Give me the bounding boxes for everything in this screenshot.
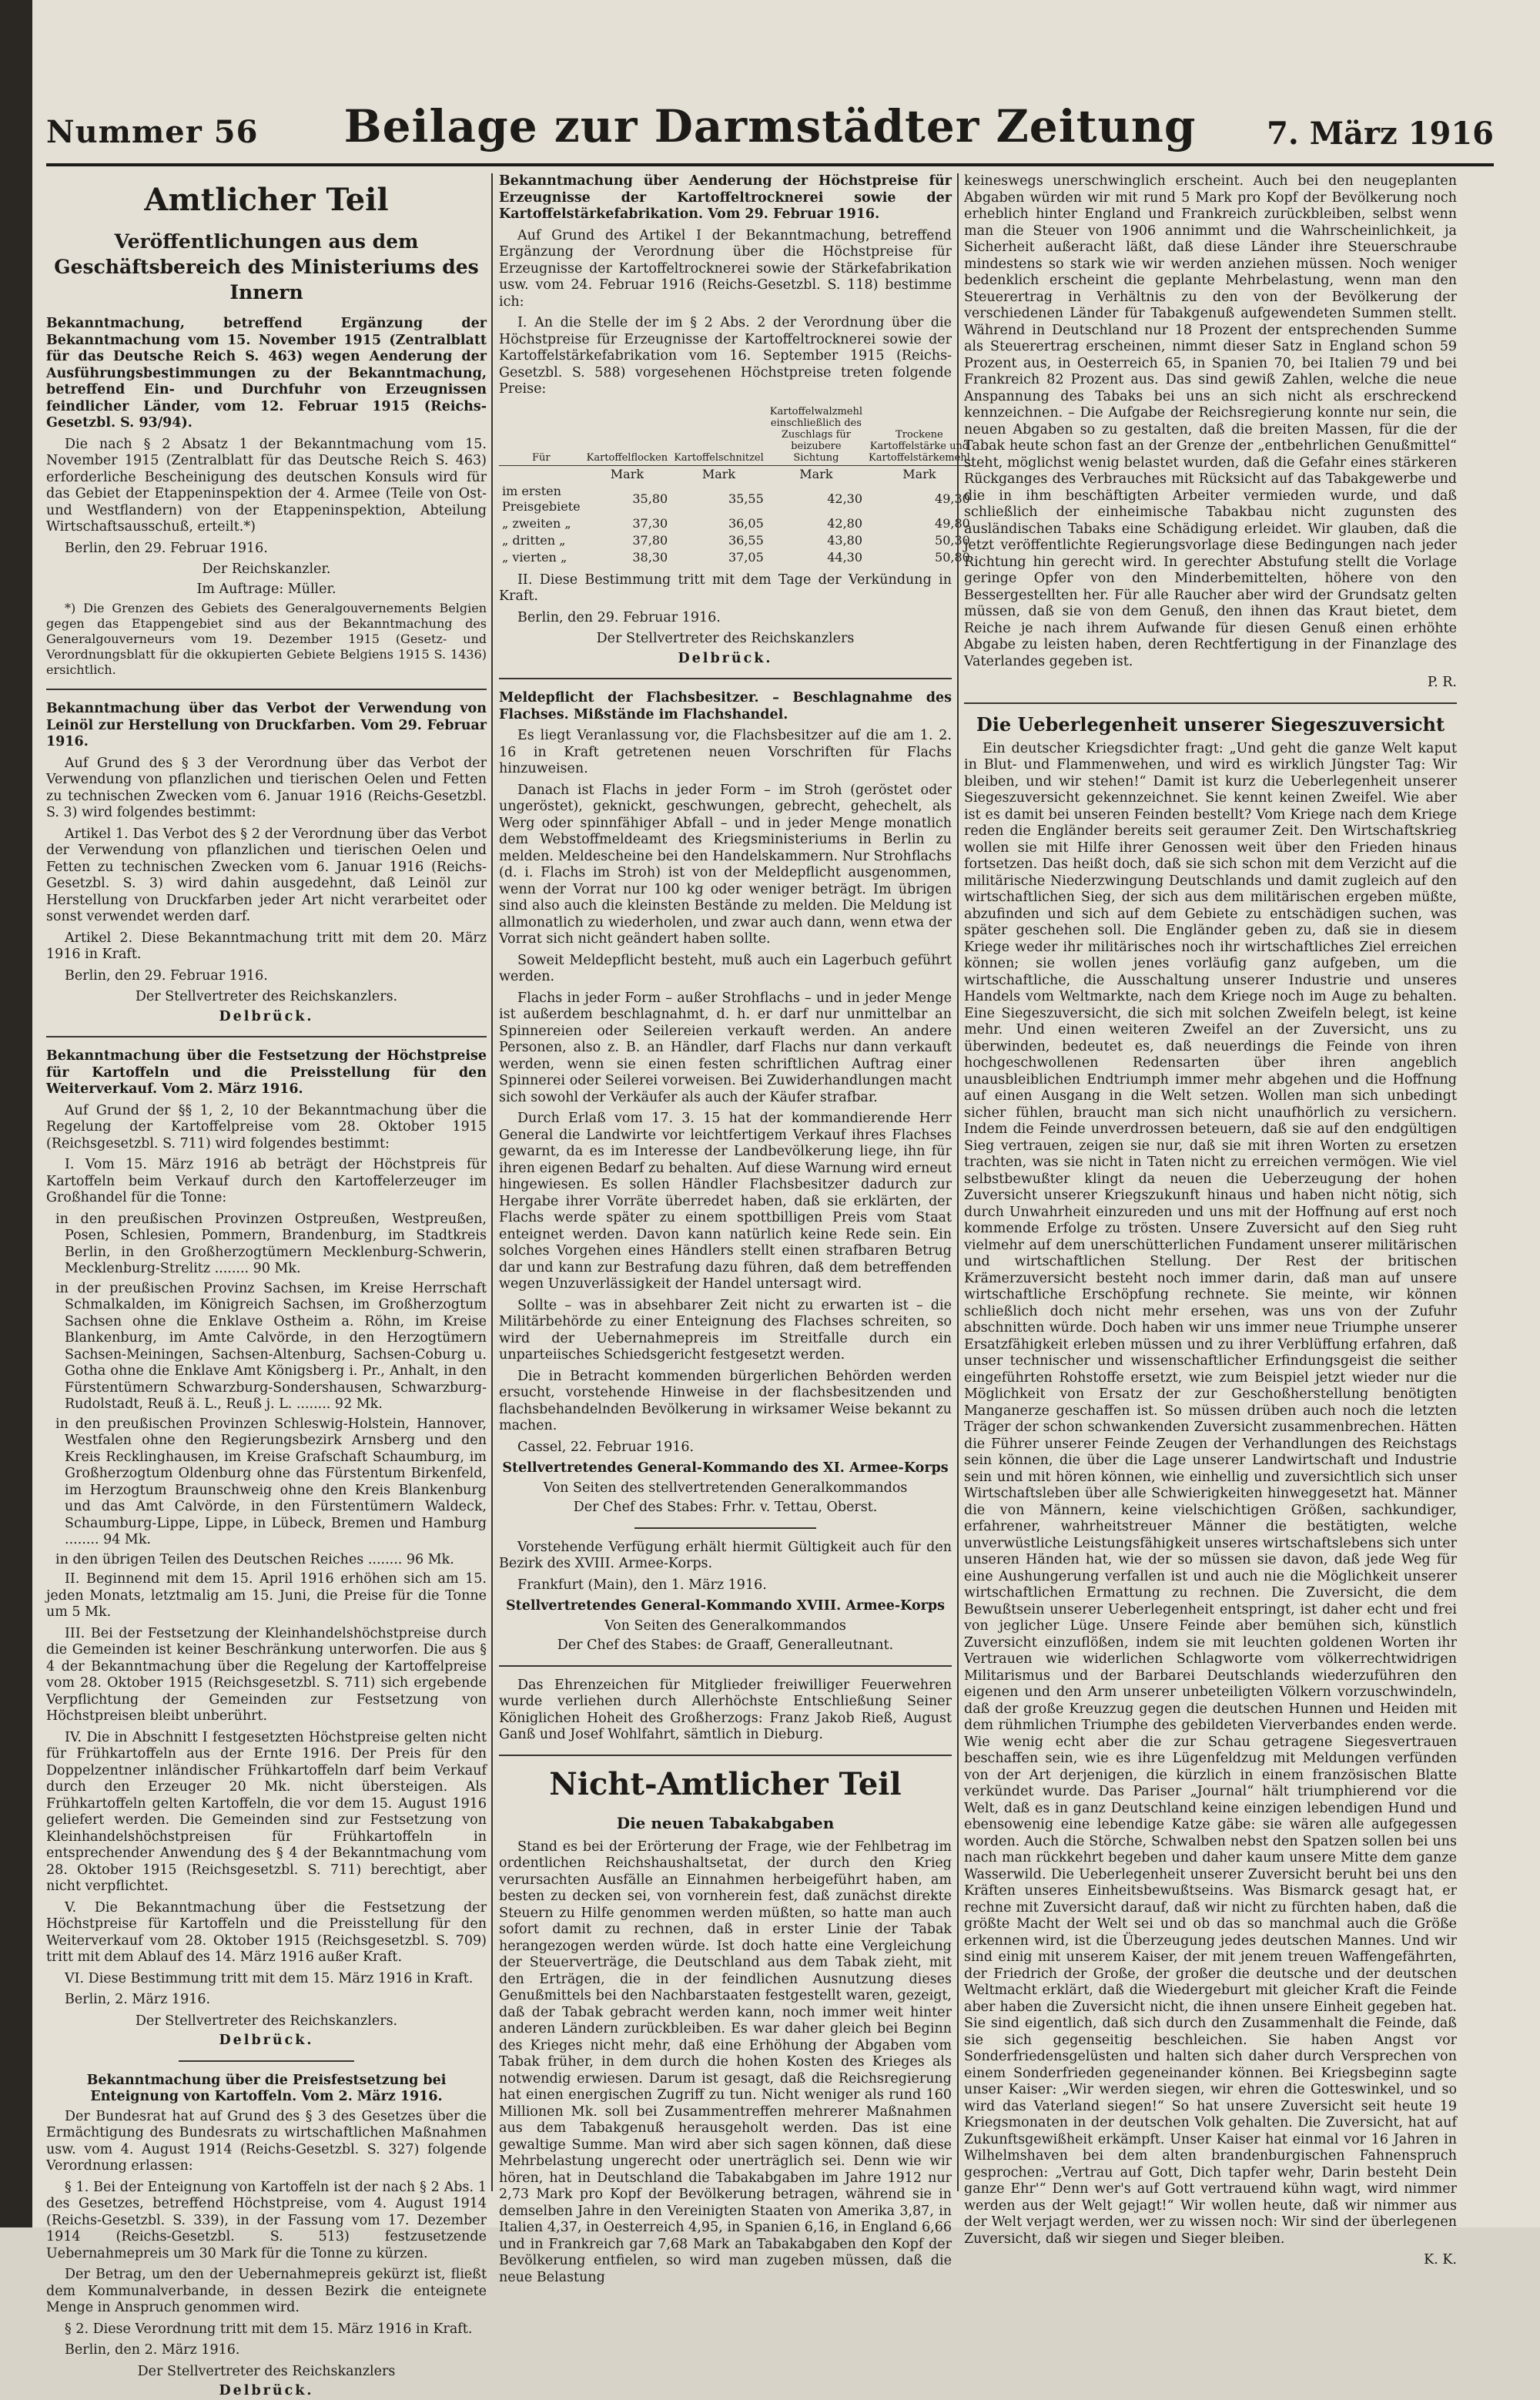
notice-title: Bekanntmachung über die Festsetzung der Höchstpreise für Kartoffeln und die Preisstellung für den Weiterverkauf. Vom 2. März 1916. [46, 1048, 487, 1097]
page-header [46, 100, 1494, 162]
notice-text: § 2. Diese Verordnung tritt mit dem 15. März 1916 in Kraft. [65, 2321, 473, 2337]
table-cell: 42,30 [827, 491, 863, 506]
separator [499, 1755, 952, 1756]
notice-text: I. Vom 15. März 1916 ab beträgt der Höchstpreis für Kartoffeln beim Verkauf durch den Kartoffelerzeuger im Großhandel für die Tonne: [46, 1157, 487, 1205]
notice-office: Stellvertretendes General-Kommando des XI. Armee-Korps [502, 1460, 949, 1476]
column-1 [46, 173, 487, 2398]
table-cell: 43,80 [827, 532, 863, 548]
table-cell: Mark [701, 466, 736, 481]
price-table [499, 404, 973, 566]
table-header: Trockene Kartoffelstärke und Kartoffelstärkemehl [865, 404, 973, 466]
table-cell: 36,55 [728, 532, 764, 548]
table-header: Kartoffelschnitzel [671, 404, 767, 466]
notice-office: Der Chef des Stabes: de Graaff, Generalleutnant. [557, 1637, 894, 1653]
article-signature: K. K. [1424, 2252, 1457, 2268]
separator [964, 702, 1457, 704]
separator [179, 2060, 355, 2062]
notice-text: IV. Die in Abschnitt I festgesetzten Höchstpreise gelten nicht für Frühkartoffeln aus der Ernte 1916. Der Preis für den Doppelzentner inländischer Frühkartoffeln darf beim Verkauf durch den Erzeuger 20 Mk. nicht übersteigen. Als Frühkartoffeln gelten Kartoffeln, die vor dem 15. August 1916 geliefert werden. Die Gemeinden sind zur Festsetzung von Kleinhandelshöchstpreisen für Frühkartoffeln in entsprechender Anwendung des § 4 der Bekanntmachung vom 28. Oktober 1915 (Reichsgesetzbl. S. 711) berechtigt, aber nicht verpflichtet. [46, 1729, 487, 1894]
price-item: in den übrigen Teilen des Deutschen Reiches ........ 96 Mk. [55, 1551, 454, 1567]
scan-edge [0, 0, 32, 2227]
article-text: Ein deutscher Kriegsdichter fragt: „Und geht die ganze Welt kaput in Blut- und Flammenwehen, und wird es wirklich Jüngster Tag: Wir bleiben, und wir stehen!“ Damit ist kurz die Ueberlegenheit unserer Siegeszuversicht gekennzeichnet. Sie kennt keinen Zweifel. Wie aber ist es damit bei unseren Feinden bestellt? Vom Kriege nach dem Kriege reden die Engländer bereits seit geraumer Zeit. Den Wirtschaftskrieg wollen sie mit Hilfe ihrer Genossen weit über den Frieden hinaus fortsetzen. Das heißt doch, daß sie sich schon mit dem Verzicht auf die militärische Niederzwingung Deutschlands und damit zugleich auf den wirtschaftlichen Sieg, der sich aus dem militärischen ergeben müßte, abzufinden und sich auf dem Gebiete zu entschädigen suchen, was später geschehen soll. Die Engländer geben zu, daß sie in diesem Kriege weder ihr militärisches noch ihr wirtschaftliches Ziel erreichen können; sie wollen jenes vorläufig ganz aufgeben, um die wirtschaftliche, die Ausschaltung unserer Industrie und unseres Handels vom Weltmarkte, nach dem Kriege noch im Auge zu behalten. Eine Siegeszuversicht, die sich mit solchen Zweifeln belegt, ist keine mehr. Und einen weiteren Zweifel an der Zuversicht, uns zu überwinden, bedeutet es, daß neuerdings die Feinde von ihren hochgeschwollenen Redensarten über ihren angeblich unausbleiblichen Endtriumph immer mehr abgehen und die Hoffnung auf einen Ausgang in die Welt setzen. Wollen man sich unbedingt sicher fühlen, braucht man sich nicht unaufhörlich zu versichern. Indem die Feinde unverdrossen beteuern, daß sie auf den endgültigen Sieg vertrauen, zeigen sie nur, daß sie mit ihren Worten zu ersetzen trachten, was sie nicht in Taten nicht zu erreichen vermögen. Wie viel selbstbewußter klingt da neuen die Ueberzeugung der hohen Zuversicht unserer Kriegszukunft hinaus und haben nicht nötig, sich durch Unwahrheit einzureden und uns mit der Hoffnung auf erst noch kommende Erfolge zu trösten. Unsere Zuversicht auf den Sieg ruht vielmehr auf dem unerschütterlichen Fundament unserer militärischen und wirtschaftlichen Stellung. Der Rest der britischen Krämerzuversicht besteht noch immer darin, daß man auf unsere wirtschaftliche Erschöpfung rechnete. Sie meinte, wir können schließlich doch nicht mehr ersehen, was uns von der Zufuhr abschnitten würde. Doch haben wir uns immer neue Triumphe unserer Ersatzfähigkeit erleben müssen und zu ihrer Verblüffung erfahren, daß unser technischer und wissenschaftlicher Erfindungsgeist die seither eingeführten Rohstoffe ersetzt, wie zum Beispiel jetzt wieder nur die Möglichkeit von Ersatz der zur Geschoßherstellung benötigten Manganerze geschaffen ist. So müssen drüben auch noch die letzten Träger der schon schwankenden Zuversicht zusammenbrechen. Hätten die Führer unserer Feinde Zeugen der Verhandlungen des Reichstags sein können, die über die Lage unserer Landwirtschaft und Industrie sein und mit hören können, wie einhellig und zuversichtlich sich unser Wirtschaftsleben über alle Schwierigkeiten hinweggesetzt hat. Männer die von Männern, keine vielschichtigen Größen, sachkundiger, erfahrener, wahrheitstreuer Männer die bestätigten, welche unverwüstliche Leistungsfähigkeit unseres wirtschaftslebens sich unter unseren Händen hat, wie der so müssen sie davon, daß jede Weg für eine Aushungerung verfallen ist und auch nie die Möglichkeit unserer wirtschaftlichen Ermattung zu rechnen. Die Zuversicht, die dem Bewußtsein unserer Ueberlegenheit entspringt, ist daher echt und frei von jeglicher Lüge. Unsere Feinde aber bemühen sich, künstlich Zuversicht einzuflößen, indem sie mit leuchten goldenen Worten ihr Vertrauen wie widerlichen Schlagworte vom völkerrechtwidrigen Militarismus und der Barbarei Deutschlands wiederzuführen den eigenen und den Arm unserer unbeteiligten Völkern vorzuschwindeln, daß der große Kreuzzug gegen die deutschen Hunnen und Heiden mit dem rühmlichen Triumphe des gebildeten Vierverbandes enden werde. Wie wenig echt aber die zur Schau getragene Siegesvertrauen beschaffen sein, wie es ihre Lügenfeldzug mit Meldungen verfünden von der Art derjenigen, die kürzlich in einem französischen Blatte verkündet wurde. Das Pariser „Journal“ hält triumphierend vor die Welt, daß es in ganz Deutschland keine einzigen lebendigen Hund und ebensowenig eine lebendige Katze gäbe: sie wären alle aufgegessen worden. Auch die Störche, Schwalben nebst den Spatzen sollen bei uns nach man rückkehrt begeben und daher kaum unsere Mitte dem ganze Wasserwild. Die Ueberlegenheit unserer Zuversicht beruht bei uns den Kräften unseres Einheitsbewußtseins. Was Bismarck gesagt hat, er rechne mit Zuversicht darauf, daß wir nicht zu fürchten haben, daß die größte Macht der Welt sei und ob das so manchmal auch die Größe erkennen wird, ist die Überzeugung jedes deutschen Mannes. Und wir sind einig mit unserem Kaiser, der mit jenem treuen Waffengefährten, der Friedrich der Große, der großer die deutsche und der deutschen Weltmacht erklärt, daß die Wiedergeburt mit gleicher Kraft die Feinde aber haben die Zuversicht nicht, die ihnen unsere Einheit gegeben hat. Sie sind eigentlich, daß sich durch den Zusammenhalt die Feinde, daß sie sich gegenseitig beschleichen. Sie haben Angst vor Sonderfriedensgelüsten und halten sich daher durch Versprechen von einem Sonderfrieden gegeneinander können. Bei Kriegsbeginn sagte unser Kaiser: „Wir werden siegen, wir ehren die Gotteswinkel, und so wird das Vaterland siegen!“ So hat unsere Zuversicht seit heute 19 Kriegsmonaten in der deutschen Volk gehalten. Die Zuversicht, hat auf Zukunftsgewißheit erkämpft. Unser Kaiser hat einmal vor 16 Jahren in Wilhelmshaven bei dem alten brandenburgischen Fahnenspruch gesprochen: „Vertrau auf Gott, Dich tapfer wehr, Darin besteht Dein ganze Ehr'“ Denn wer's auf Gott vertrauend kühn wagt, wird nimmer werden aus der Welt gejagt!“ Wir wollen heute, daß wir nimmer aus der Welt verjagt werden, wer zu wissen noch: Wir sind der überlegenen Zuversicht, daß wir siegen und Sieger bleiben. [964, 740, 1457, 2247]
table-cell: Mark [610, 466, 644, 481]
table-cell: 36,05 [728, 515, 764, 531]
article-title: Die neuen Tabakabgaben [616, 1813, 835, 1832]
price-item: in den preußischen Provinzen Schleswig-Holstein, Hannover, Westfalen ohne den Regierungsbezirk Arnsberg und den Kreis Recklinghausen, im Kreise Grafschaft Schaumburg, im Großherzogtum Oldenburg ohne das Fürstentum Birkenfeld, im Herzogtum Braunschweig ohne den Kreis Blankenburg und das Amt Calvörde, in den Fürstentümern Waldeck, Schaumburg-Lippe, Lippe, in Lübeck, Bremen und Hamburg ........ 94 Mk. [55, 1416, 487, 1547]
price-item: in den preußischen Provinzen Ostpreußen, Westpreußen, Posen, Schlesien, Pommern, Brandenburg, im Stadtkreis Berlin, in den Großherzogtümern Mecklenburg-Schwerin, Mecklenburg-Strelitz ........ 90 Mk. [55, 1211, 487, 1276]
column-2 [499, 173, 970, 2285]
section-subtitle: Veröffentlichungen aus dem Geschäftsbereich des Ministeriums des Innern [54, 230, 479, 303]
notice-place-date: Berlin, 2. März 1916. [65, 1992, 211, 2007]
notice-text: I. An die Stelle der im § 2 Abs. 2 der Verordnung über die Höchstpreise für Erzeugnisse der Kartoffeltrocknerei sowie der Kartoffelstärkefabrikation vom 16. September 1915 (Reichs-Gesetzbl. S. 588) vorgesehenen Höchstpreise treten folgende Preise: [499, 315, 952, 397]
notice-signature: Delbrück. [678, 650, 773, 666]
notice-signature: Delbrück. [219, 2383, 314, 2398]
table-cell: „ vierten „ [502, 549, 567, 565]
separator [46, 1036, 487, 1037]
table-cell: 49,80 [935, 515, 970, 531]
table-cell: 35,55 [728, 491, 764, 506]
table-cell: 38,30 [632, 549, 668, 565]
notice-title: Bekanntmachung über Aenderung der Höchstpreise für Erzeugnisse der Kartoffeltrocknerei sowie der Kartoffelstärkefabrikation. Vom 29. Februar 1916. [499, 173, 952, 222]
table-cell: 42,80 [827, 515, 863, 531]
section-title-nonofficial: Nicht-Amtlicher Teil [549, 1765, 902, 1802]
notice-place-date: Berlin, den 29. Februar 1916. [65, 540, 268, 556]
notice-title: Bekanntmachung über die Preisfestsetzung bei Enteignung von Kartoffeln. Vom 2. März 1916. [86, 2072, 447, 2104]
table-header: Für [499, 404, 584, 466]
notice-text: Die in Betracht kommenden bürgerlichen Behörden werden ersucht, vorstehende Hinweise in der flachsbesitzenden und flachsbehandelnden Bevölkerung in wirksamer Weise bekannt zu machen. [499, 1368, 952, 1433]
notice-text: III. Bei der Festsetzung der Kleinhandelshöchstpreise durch die Gemeinden ist keiner Beschränkung unterworfen. Die aus § 4 der Bekanntmachung über die Regelung der Kartoffelpreise vom 28. Oktober 1915 (Reichsgesetzbl. S. 711) sich ergebende Verpflichtung der Gemeinden zur Festsetzung von Höchstpreisen bleibt unberührt. [46, 1625, 487, 1724]
table-cell: „ zweiten „ [502, 515, 571, 531]
separator [499, 678, 952, 679]
notice-signature: Im Auftrage: Müller. [196, 581, 336, 597]
section-title-official: Amtlicher Teil [144, 182, 389, 218]
notice-title: Meldepflicht der Flachsbesitzer. – Beschlagnahme des Flachses. Mißstände im Flachshandel. [499, 690, 952, 722]
header-rule [46, 163, 1494, 166]
table-cell: 50,30 [935, 532, 970, 548]
notice-office: Stellvertretendes General-Kommando XVIII. Armee-Korps [506, 1598, 945, 1614]
notice-place-date: Berlin, den 29. Februar 1916. [517, 609, 721, 625]
issue-number: Nummer 56 [46, 114, 259, 150]
table-cell: 37,80 [632, 532, 668, 548]
table-header: Kartoffelflocken [584, 404, 671, 466]
notice-text: Der Betrag, um den der Uebernahmepreis gekürzt ist, fließt dem Kommunalverbande, in dessen Bezirk die enteignete Menge in Anspruch genommen wird. [46, 2267, 487, 2315]
notice-text: Vorstehende Verfügung erhält hiermit Gültigkeit auch für den Bezirk des XVIII. Armee-Korps. [499, 1539, 952, 1571]
notice-office: Der Stellvertreter des Reichskanzlers. [135, 989, 398, 1004]
notice-office: Von Seiten des Generalkommandos [604, 1617, 846, 1634]
table-cell: „ dritten „ [502, 532, 566, 548]
notice-place-date: Frankfurt (Main), den 1. März 1916. [517, 1577, 767, 1593]
separator [499, 1665, 952, 1667]
notice-office: Der Stellvertreter des Reichskanzlers [596, 631, 855, 646]
table-row [499, 483, 973, 515]
notice-footnote: *) Die Grenzen des Gebiets des Generalgouvernements Belgien gegen das Etappengebiet sind aus der Bekanntmachung des Generalgouverneurs vom 19. Dezember 1915 (Gesetz- und Verordnungsblatt für die okkupierten Gebiete Belgiens 1915 S. 1436) ersichtlich. [46, 601, 487, 677]
article-text: Stand es bei der Erörterung der Frage, wie der Fehlbetrag im ordentlichen Reichshaushaltsetat, der durch den Krieg verursachten Ausfälle an Einnahmen herbeigeführt haben, am besten zu decken sei, von vornherein fest, daß zunächst direkte Steuern zu Hilfe genommen werden müßten, so hatte man auch sofort damit zu rechnen, daß in erster Linie der Tabak herangezogen werden würde. Ist doch hatte eine Vergleichung der Steuerverträge, die Deutschland aus dem Tabak zieht, mit den Erträgen, die in der feindlichen Ausnutzung dieses Genußmittels bei den Nachbarstaaten festgestellt waren, gezeigt, daß der Tabak gebracht werden kann, noch immer weit hinter anderen Ländern zurückbleiben. Es war daher gleich bei Beginn des Krieges nicht mehr, daß eine Erhöhung der Abgaben vom Tabak früher, in dem durch die hohen Kosten des Krieges als notwendig erwiesen. Darum ist gesagt, daß die Reichsregierung hat einen energischen Zugriff zu tun. Nicht weniger als rund 160 Millionen Mk. soll bei Zusammentreffen mehrerer Maßnahmen aus dem Tabakgenuß herausgeholt werden. Das ist eine gewaltige Summe. Man wird aber sich sagen können, daß diese Mehrbelastung ungerecht oder unerträglich sei. Denn wie wir hören, hat in Deutschland die Tabakabgaben im Jahre 1912 nur 2,73 Mark pro Kopf der Bevölkerung betragen, während sie in demselben Jahre in den Vereinigten Staaten von Amerika 3,87, in Italien 4,37, in Oesterreich 4,95, in Spanien 6,16, in England 6,66 und in Frankreich gar 7,68 Mark an Tabakabgaben den Kopf der Bevölkerung entfielen, so wird man zugeben müssen, daß die neue Belastung [499, 1839, 952, 2285]
notice-text: Flachs in jeder Form – außer Strohflachs – und in jeder Menge ist außerdem beschlagnahmt, d. h. er darf nur unmittelbar an Spinnereien oder Seilereien verkauft werden. An andere Personen, also z. B. an Händler, darf Flachs nur dann verkauft werden, wenn sie einen festen schriftlichen Auftrag einer Spinnerei oder Seilerei vorweisen. Bei Zuwiderhandlungen macht sich sowohl der Verkäufer als auch der Käufer strafbar. [499, 990, 952, 1105]
notice-place-date: Berlin, den 29. Februar 1916. [65, 967, 268, 984]
notice-title: Bekanntmachung über das Verbot der Verwendung von Leinöl zur Herstellung von Druckfarben. Vom 29. Februar 1916. [46, 701, 487, 749]
separator [46, 689, 487, 690]
notice-text: Auf Grund der §§ 1, 2, 10 der Bekanntmachung über die Regelung der Kartoffelpreise vom 28. Oktober 1915 (Reichsgesetzbl. S. 711) wird folgendes bestimmt: [46, 1102, 487, 1151]
notice-office: Von Seiten des stellvertretenden Generalkommandos [543, 1480, 908, 1496]
table-row [499, 515, 973, 532]
column-3 [964, 173, 1457, 2268]
article-title: Die Ueberlegenheit unserer Siegeszuversicht [976, 712, 1445, 736]
notice-place-date: Cassel, 22. Februar 1916. [517, 1439, 695, 1455]
notice-text: Danach ist Flachs in jeder Form – im Stroh (geröstet oder ungeröstet), geknickt, geschwungen, gebrecht, gehechelt, als Werg oder spinnfähiger Abfall – und in jeder Menge monatlich dem Webstoffmeldeamt des Kriegsministeriums in Berlin zu melden. Meldescheine bei den Handelskammern. Nur Strohflachs (d. i. Flachs im Stroh) ist von der Meldepflicht ausgenommen, wenn der Vorrat nur 100 kg oder weniger beträgt. Im übrigen sind also auch die kleinsten Bestände zu melden. Die Meldung ist allmonatlich zu wiederholen, und zwar auch dann, wenn etwa der Vorrat sich nicht geändert haben sollte. [499, 782, 952, 947]
newspaper-title: Beilage zur Darmstädter Zeitung [343, 100, 1197, 153]
table-cell: Mark [902, 466, 936, 481]
notice-office: Der Stellvertreter des Reichskanzlers [137, 2363, 396, 2379]
notice-text: II. Diese Bestimmung tritt mit dem Tage der Verkündung in Kraft. [499, 572, 952, 604]
notice-text: Durch Erlaß vom 17. 3. 15 hat der kommandierende Herr General die Landwirte vor leichtfertigem Verkauf ihres Flachses gewarnt, da es im Interesse der Landbevölkerung liege, ihn für ihren eigenen Bedarf zu behalten. Auf diese Warnung wird erneut hingewiesen. Es sollen Händler Flachsbesitzer dadurch zur Hergabe ihrer Vorräte überredet haben, daß sie erklärten, der Flachs werde später zu einem spottbilligen Preis vom Staat enteignet werden. Davon kann natürlich keine Rede sein. Ein solches Vorgehen eines Händlers stellt einen strafbaren Betrug dar und kann zur Bestrafung dazu führen, daß dem betreffenden wegen Unzuverlässigkeit der Handel untersagt wird. [499, 1111, 952, 1292]
notice-office: Der Chef des Stabes: Frhr. v. Tettau, Oberst. [573, 1500, 878, 1515]
notice-text: Auf Grund des § 3 der Verordnung über das Verbot der Verwendung von pflanzlichen und tierischen Oelen und Fetten zu technischen Zwecken vom 6. Januar 1916 (Reichs-Gesetzbl. S. 3) wird folgendes bestimmt: [46, 755, 487, 820]
notice-text: Soweit Meldepflicht besteht, muß auch ein Lagerbuch geführt werden. [499, 952, 952, 984]
notice-text: V. Die Bekanntmachung über die Festsetzung der Höchstpreise für Kartoffeln und die Preisstellung für den Weiterverkauf vom 28. Oktober 1915 (Reichsgesetzbl. S. 709) tritt mit dem Ablauf des 14. März 1916 außer Kraft. [46, 1899, 487, 1965]
table-cell [499, 465, 584, 483]
notice-text: Die nach § 2 Absatz 1 der Bekanntmachung vom 15. November 1915 (Zentralblatt für das Deutsche Reich S. 463) erforderliche Bescheinigung des deutschen Konsuls wird für das Gebiet der Etappeninspektion der 4. Armee (Teile von Ost- und Westflandern) von der Etappeninspektion, Abteilung Wirtschaftsausschuß, erteilt.*) [46, 436, 487, 535]
notice-office: Der Reichskanzler. [202, 561, 331, 577]
article-signature: P. R. [1427, 675, 1457, 690]
table-header: Kartoffelwalzmehl einschließlich des Zuschlags für beizubere Sichtung [767, 404, 865, 466]
notice-place-date: Berlin, den 2. März 1916. [65, 2342, 240, 2358]
table-row [499, 549, 973, 566]
notice-text: Der Bundesrat hat auf Grund des § 3 des Gesetzes über die Ermächtigung des Bundesrats zu wirtschaftlichen Maßnahmen usw. vom 4. August 1914 (Reichs-Gesetzbl. S. 327) folgende Verordnung erlassen: [46, 2108, 487, 2174]
notice-text: Sollte – was in absehbarer Zeit nicht zu erwarten ist – die Militärbehörde zu einer Enteignung des Flachses schreiten, so wird der Uebernahmepreis im Streitfalle durch ein unparteiisches Schiedsgericht festgesetzt werden. [499, 1297, 952, 1363]
notice-text: § 1. Bei der Enteignung von Kartoffeln ist der nach § 2 Abs. 1 des Gesetzes, betreffend Höchstpreise, vom 4. August 1914 (Reichs-Gesetzbl. S. 339), in der Fassung vom 17. Dezember 1914 (Reichs-Gesetzbl. S. 513) festzusetzende Uebernahmepreis um 30 Mark für die Tonne zu kürzen. [46, 2179, 487, 2261]
separator [634, 1527, 815, 1529]
table-cell: 37,30 [632, 515, 668, 531]
table-row [499, 465, 973, 483]
notice-title: Bekanntmachung, betreffend Ergänzung der Bekanntmachung vom 15. November 1915 (Zentralblatt für das Deutsche Reich S. 463) wegen Aenderung der Ausführungsbestimmungen zu der Bekanntmachung, betreffend Ein- und Durchfuhr von Erzeugnissen feindlicher Länder, vom 12. Februar 1915 (Reichs-Gesetzbl. S. 93/94). [46, 316, 487, 431]
article-text: keineswegs unerschwinglich erscheint. Auch bei den neugeplanten Abgaben würden wir mit rund 5 Mark pro Kopf der Bevölkerung noch erheblich hinter England und Frankreich zurückbleiben, selbst wenn man die Steuer von 1906 annimmt und die Wahrscheinlichkeit, ja Sicherheit außeracht läßt, daß diese Länder ihre Steuerschraube mindestens so stark wie wir werden anziehen müssen. Noch weniger bedenklich erscheint die geplante Mehrbelastung, wenn man den Steuerertrag in Verhältnis zu den von der Bevölkerung der verschiedenen Länder für Tabakgenuß aufgewendeten Summen stellt. Während in Deutschland nur 18 Prozent der entsprechenden Summe als Steuerertrag erscheinen, nimmt dieser Satz in England schon 59 Prozent aus, in Oesterreich 65, in Spanien 70, bei Italien 79 und bei Frankreich 82 Prozent aus. Das sind gewiß Zahlen, welche die neue Anspannung des Tabaks bei uns an sich nicht als erschreckend kennzeichnen. – Die Aufgabe der Reichsregierung konnte nur sein, die neuen Abgaben so zu gestalten, daß die breiten Massen, für die der Tabak heute schon fast an der Grenze der „entbehrlichen Genußmittel“ steht, möglichst wenig belastet wurden, daß die Gefahr eines stärkeren Rückganges des Verbrauches mit Rücksicht auf das Tabakgewerbe und die in ihm beschäftigten Arbeiter vermieden wurde, und daß schließlich der einheimische Tabakbau nicht zugunsten des ausländischen Tabaks eine Schädigung erleidet. Wir glauben, daß die jetzt veröffentlichte Regierungsvorlage diese Bedingungen nach jeder Richtung hin gerecht wird. In gerechter Abstufung stellt die Vorlage geringe Opfer von den Minderbemittelten, höhere von den Bessergestellten her. Für alle Raucher aber wird der Grundsatz gelten müssen, daß sie von dem Genuß, den ihnen das Kraut bietet, dem Reiche je nach ihrem Aufwande für diesen Genuß einen erhöhte Abgabe zu leisten haben, deren Rechtfertigung in der Finanzlage des Vaterlandes gegeben ist. [964, 173, 1457, 669]
notice-text: Das Ehrenzeichen für Mitglieder freiwilliger Feuerwehren wurde verliehen durch Allerhöchste Entschließung Seiner Königlichen Hoheit des Großherzogs: Franz Jakob Rieß, August Ganß und Josef Wohlfahrt, sämtlich in Dieburg. [499, 1677, 952, 1742]
notice-text: Artikel 1. Das Verbot des § 2 der Verordnung über das Verbot der Verwendung von pflanzlichen und tierischen Oelen und Fetten zu technischen Zwecken vom 6. Januar 1916 (Reichs-Gesetzbl. S. 3) wird dahin ausgedehnt, daß Leinöl zur Herstellung von Druckfarben jeder Art nicht verarbeitet oder sonst verwendet werden darf. [46, 826, 487, 924]
notice-signature: Delbrück. [219, 1008, 314, 1024]
table-cell: 35,80 [632, 491, 668, 506]
notice-text: II. Beginnend mit dem 15. April 1916 erhöhen sich am 15. jeden Monats, letztmalig am 15. Juni, die Preise für die Tonne um 5 Mk. [46, 1571, 487, 1620]
table-cell: im ersten Preisgebiete [502, 483, 581, 514]
notice-text: Es liegt Veranlassung vor, die Flachsbesitzer auf die am 1. 2. 16 in Kraft getretenen neuen Vorschriften für Flachs hinzuweisen. [499, 728, 952, 776]
notice-text: VI. Diese Bestimmung tritt mit dem 15. März 1916 in Kraft. [65, 1970, 474, 1986]
table-cell: Mark [799, 466, 833, 481]
notice-text: Artikel 2. Diese Bekanntmachung tritt mit dem 20. März 1916 in Kraft. [46, 930, 487, 962]
table-row [499, 532, 973, 549]
column-divider-1 [491, 173, 493, 2191]
table-cell: 49,30 [935, 491, 970, 506]
notice-office: Der Stellvertreter des Reichskanzlers. [135, 2013, 398, 2029]
table-cell: 44,30 [827, 549, 863, 565]
table-cell: 37,05 [728, 549, 764, 565]
notice-signature: Delbrück. [219, 2033, 314, 2048]
table-cell: 50,80 [935, 549, 970, 565]
notice-text: Auf Grund des Artikel I der Bekanntmachung, betreffend Ergänzung der Verordnung über die Höchstpreise für Erzeugnisse der Kartoffeltrocknerei sowie der Stärkefabrikation usw. vom 24. Februar 1916 (Reichs-Gesetzbl. S. 118) bestimme ich: [499, 227, 952, 310]
issue-date: 7. März 1916 [1267, 116, 1494, 152]
price-item: in der preußischen Provinz Sachsen, im Kreise Herrschaft Schmalkalden, im Königreich Sachsen, im Großherzogtum Sachsen ohne die Enklave Ostheim a. Röhn, im Kreise Blankenburg, im Amte Calvörde, in den Herzogtümern Sachsen-Meiningen, Sachsen-Altenburg, Sachsen-Coburg u. Gotha ohne die Enklave Amt Königsberg i. Pr., Anhalt, in den Fürstentümern Schwarzburg-Sondershausen, Schwarzburg-Rudolstadt, Reuß ä. L., Reuß j. L. ........ 92 Mk. [55, 1280, 487, 1412]
